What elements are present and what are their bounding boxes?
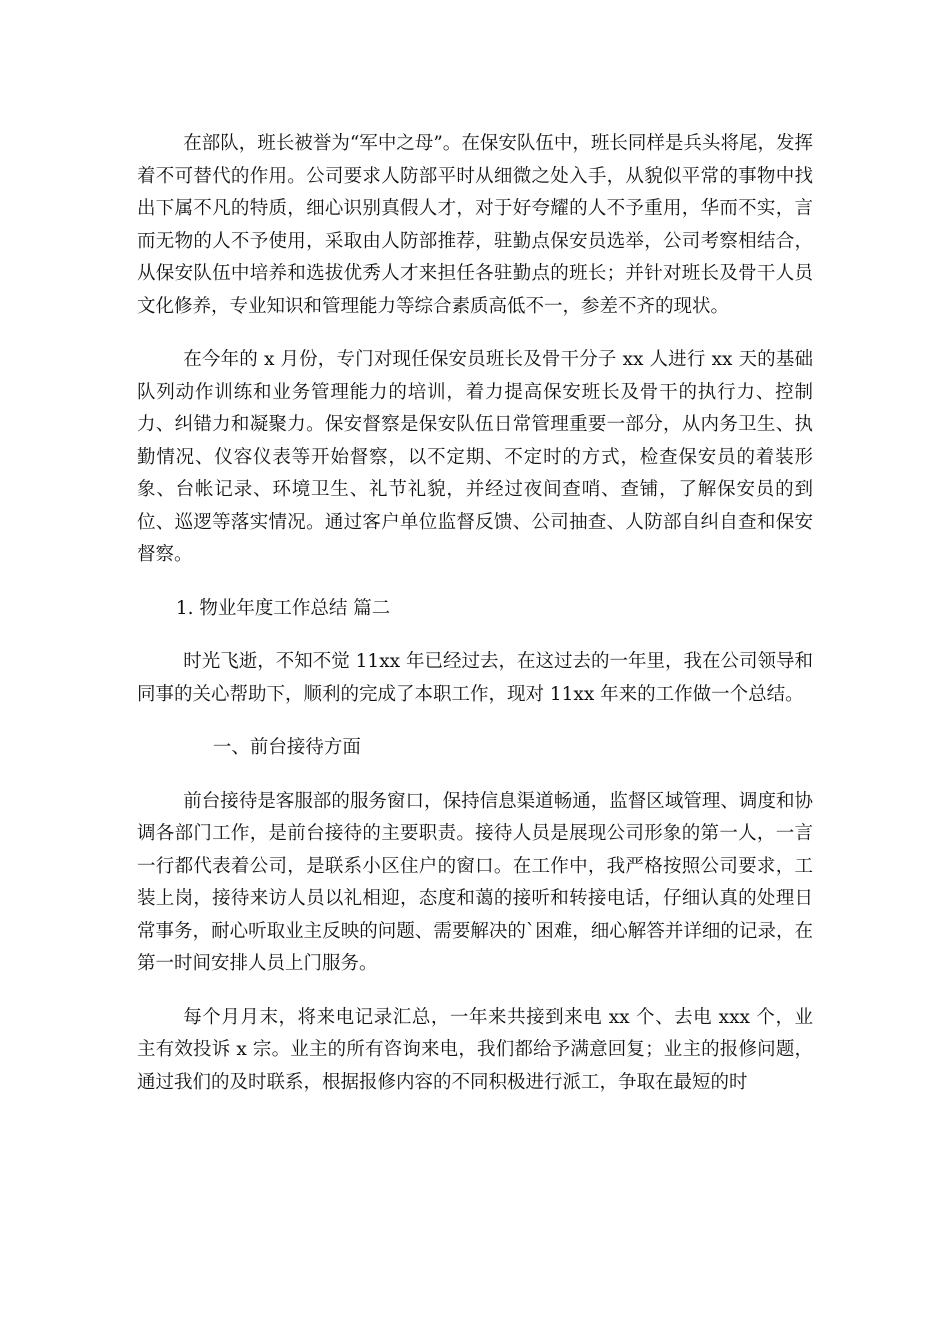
paragraph-squad-leader: 在部队，班长被誉为“军中之母”。在保安队伍中，班长同样是兵头将尾，发挥着不可替代的作用。公司要求人防部平时从细微之处入手，从貌似平常的事物中找出下属不凡的特质，细心识别真假人才，对于好夸耀的人不予重用，华而不实，言而无物的人不予使用，采取由人防部推荐，驻勤点保安员选举，公司考察相结合，从保安队伍中培养和选拔优秀人才来担任各驻勤点的班长；并针对班长及骨干人员文化修养，专业知识和管理能力等综合素质高低不一，参差不齐的现状。 <box>137 133 813 317</box>
paragraph-front-desk: 前台接待是客服部的服务窗口，保持信息渠道畅通，监督区域管理、调度和协调各部门工作，是前台接待的主要职责。接待人员是展现公司形象的第一人，一言一行都代表着公司，是联系小区住户的窗口。在工作中，我严格按照公司要求，工装上岗，接待来访人员以礼相迎，态度和蔼的接听和转接电话，仔细认真的处理日常事务，耐心听取业主反映的问题、需要解决的`困难，细心解答并详细的记录，在第一时间安排人员上门服务。 <box>137 790 813 974</box>
subheading-front-desk: 一、前台接待方面 <box>212 737 361 758</box>
document-page <box>137 128 813 1120</box>
paragraph-call-records: 每个月月末，将来电记录汇总，一年来共接到来电 xx 个、去电 xxx 个，业主有效投诉 x 宗。业主的所有咨询来电，我们都给予满意回复；业主的报修问题，通过我们的及时联系，根据报修内容的不同积极进行派工，争取在最短的时 <box>137 1006 813 1093</box>
section-heading-part-two: 1. 物业年度工作总结 篇二 <box>175 597 391 619</box>
paragraph-intro: 时光飞逝，不知不觉 11xx 年已经过去，在这过去的一年里，我在公司领导和同事的关心帮助下，顺利的完成了本职工作，现对 11xx 年来的工作做一个总结。 <box>137 651 813 705</box>
paragraph-training: 在今年的 x 月份，专门对现任保安员班长及骨干分子 xx 人进行 xx 天的基础队列动作训练和业务管理能力的培训，着力提高保安班长及骨干的执行力、控制力、纠错力和凝聚力。保安督察是保安队伍日常管理重要一部分，从内务卫生、执勤情况、仪容仪表等开始督察，以不定期、不定时的方式，检查保安员的着装形象、台帐记录、环境卫生、礼节礼貌，并经过夜间查哨、查铺，了解保安员的到位、巡逻等落实情况。通过客户单位监督反馈、公司抽查、人防部自纠自查和保安督察。 <box>137 349 813 565</box>
